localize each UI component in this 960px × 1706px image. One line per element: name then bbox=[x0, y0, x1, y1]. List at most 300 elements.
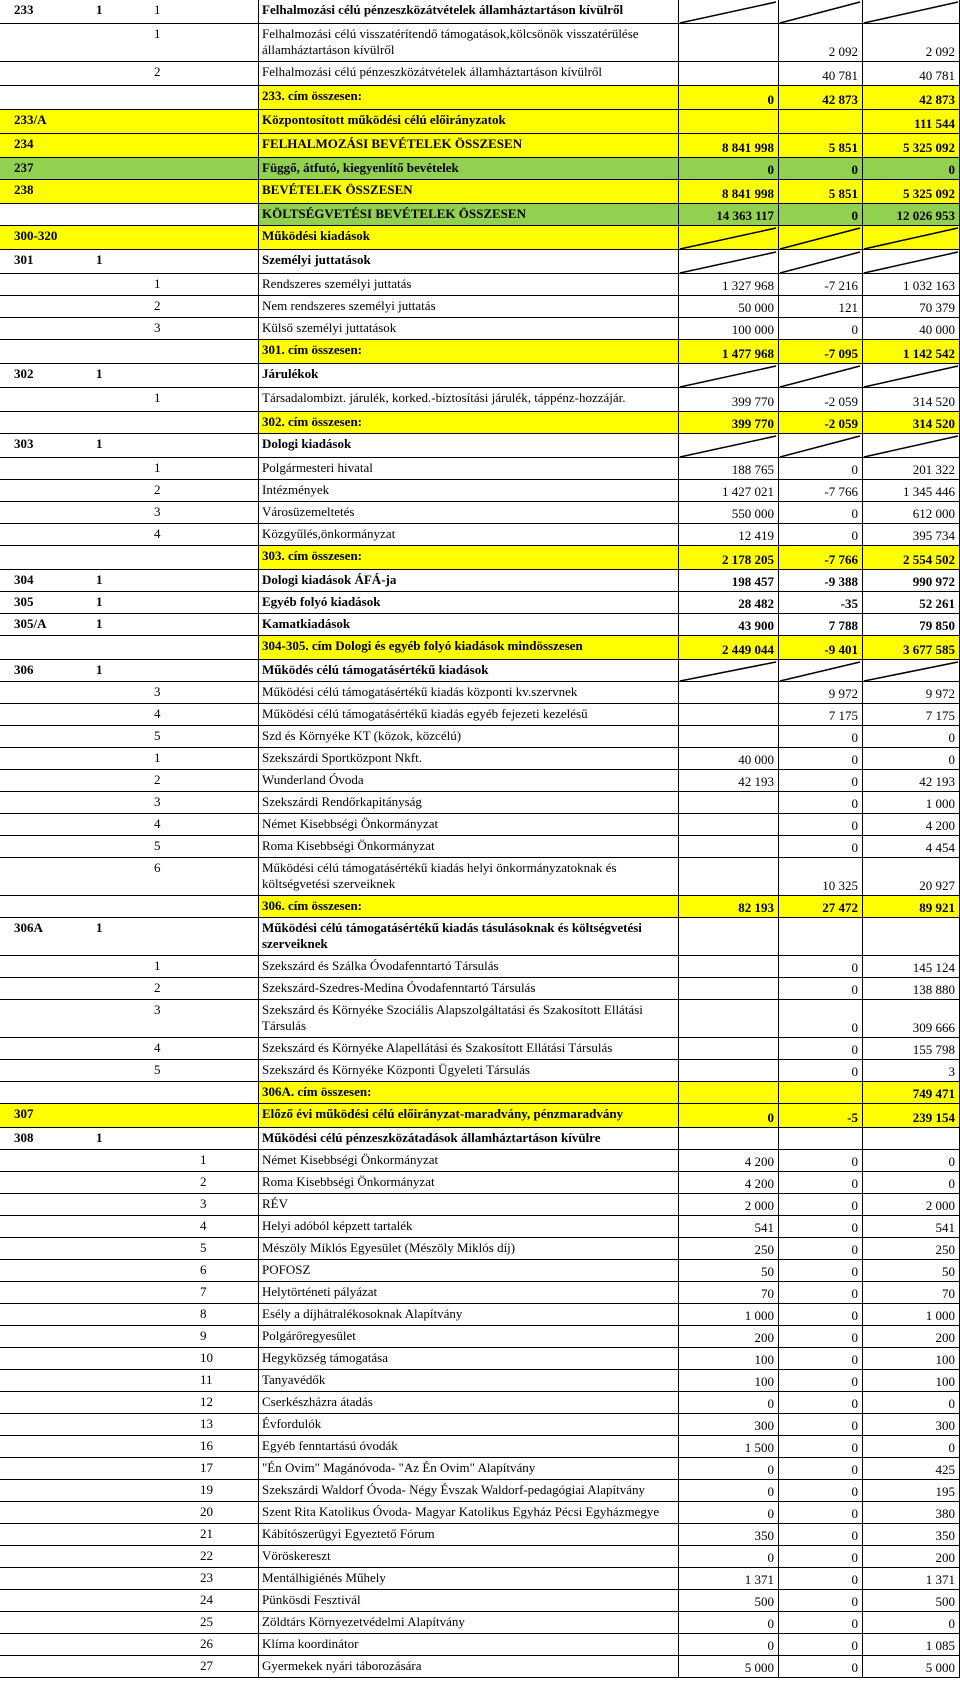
cell-original-amount: 541 bbox=[678, 1216, 778, 1237]
cell-current-amount: 350 bbox=[862, 1524, 960, 1545]
cell-modification: 0 bbox=[778, 1634, 862, 1655]
cell-code bbox=[0, 274, 88, 295]
cell-current-amount: 2 554 502 bbox=[862, 546, 960, 569]
cell-item-number: 16 bbox=[200, 1438, 213, 1453]
column-divider bbox=[258, 204, 259, 225]
cell-original-amount: 42 193 bbox=[678, 770, 778, 791]
cell-original-amount: 188 765 bbox=[678, 458, 778, 479]
column-divider bbox=[258, 592, 259, 613]
column-divider bbox=[258, 660, 259, 681]
cell-code: 233 bbox=[14, 2, 34, 17]
cell-subcode bbox=[88, 1038, 128, 1059]
cell-description: Mészöly Miklós Egyesület (Mészöly Miklós díj) bbox=[262, 1240, 516, 1255]
column-divider bbox=[258, 1524, 259, 1545]
cell-code bbox=[0, 524, 88, 545]
cell-item-number: 17 bbox=[200, 1460, 213, 1475]
cell-subcode bbox=[88, 1436, 128, 1457]
cell-item-number: 4 bbox=[154, 526, 161, 541]
cell-current-amount: 314 520 bbox=[862, 412, 960, 433]
cell-code bbox=[0, 1414, 88, 1435]
column-divider bbox=[258, 158, 259, 179]
cell-item-number: 3 bbox=[200, 1196, 207, 1211]
table-row bbox=[0, 1060, 960, 1082]
diagonal-slash bbox=[778, 0, 862, 23]
cell-item-number: 1 bbox=[154, 958, 161, 973]
table-row bbox=[0, 1546, 960, 1568]
column-divider bbox=[258, 1304, 259, 1325]
column-divider bbox=[258, 1082, 259, 1103]
table-row bbox=[0, 726, 960, 748]
cell-item-number: 3 bbox=[154, 504, 161, 519]
table-row bbox=[0, 24, 960, 62]
cell-current-amount: 7 175 bbox=[862, 704, 960, 725]
cell-current-amount: 300 bbox=[862, 1414, 960, 1435]
cell-current-amount: 50 bbox=[862, 1260, 960, 1281]
column-divider bbox=[258, 726, 259, 747]
cell-code: 307 bbox=[14, 1106, 34, 1121]
cell-item-number: 4 bbox=[154, 706, 161, 721]
table-row bbox=[0, 918, 960, 956]
cell-original-amount: 100 bbox=[678, 1370, 778, 1391]
cell-code: 305 bbox=[14, 594, 34, 609]
column-divider bbox=[258, 614, 259, 635]
table-row bbox=[0, 1128, 960, 1150]
cell-original-amount: 1 500 bbox=[678, 1436, 778, 1457]
table-row bbox=[0, 1458, 960, 1480]
cell-current-amount: 201 322 bbox=[862, 458, 960, 479]
cell-modification: -2 059 bbox=[778, 412, 862, 433]
cell-description: Szekszárd-Szedres-Medina Óvodafenntartó Társulás bbox=[262, 980, 536, 995]
cell-subcode bbox=[88, 296, 128, 317]
table-row bbox=[0, 388, 960, 412]
cell-subcode bbox=[88, 1238, 128, 1259]
cell-original-amount: 14 363 117 bbox=[678, 204, 778, 225]
cell-modification: 0 bbox=[778, 1304, 862, 1325]
cell-subcode: 1 bbox=[96, 436, 103, 451]
cell-modification: 0 bbox=[778, 1370, 862, 1391]
cell-modification bbox=[778, 918, 862, 955]
cell-item-number: 19 bbox=[200, 1482, 213, 1497]
table-row bbox=[0, 62, 960, 86]
cell-code bbox=[0, 1392, 88, 1413]
cell-description: Működési kiadások bbox=[262, 228, 371, 243]
cell-original-amount bbox=[678, 978, 778, 999]
column-divider bbox=[258, 1590, 259, 1611]
cell-current-amount: 309 666 bbox=[862, 1000, 960, 1037]
cell-current-amount: 20 927 bbox=[862, 858, 960, 895]
cell-original-amount: 82 193 bbox=[678, 896, 778, 917]
cell-item-number: 20 bbox=[200, 1504, 213, 1519]
column-divider bbox=[258, 1546, 259, 1567]
table-row bbox=[0, 1238, 960, 1260]
column-divider bbox=[258, 24, 259, 61]
cell-original-amount bbox=[678, 1082, 778, 1103]
cell-modification: 2 092 bbox=[778, 24, 862, 61]
cell-original-amount: 0 bbox=[678, 86, 778, 109]
cell-description: Szekszárdi Sportközpont Nkft. bbox=[262, 750, 422, 765]
cell-current-amount: 111 544 bbox=[862, 110, 960, 133]
cell-original-amount: 200 bbox=[678, 1326, 778, 1347]
cell-code bbox=[0, 204, 88, 225]
cell-subcode bbox=[88, 836, 128, 857]
cell-item-number: 25 bbox=[200, 1614, 213, 1629]
cell-subcode bbox=[88, 748, 128, 769]
cell-modification: 10 325 bbox=[778, 858, 862, 895]
cell-description: Tanyavédők bbox=[262, 1372, 326, 1387]
cell-item-number bbox=[128, 546, 258, 569]
cell-subcode bbox=[88, 158, 128, 179]
cell-subcode bbox=[88, 62, 128, 85]
cell-description: "Én Ovim" Magánóvoda- "Az Én Ovim" Alapítvány bbox=[262, 1460, 536, 1475]
cell-item-number: 1 bbox=[154, 2, 161, 17]
cell-description: Klíma koordinátor bbox=[262, 1636, 359, 1651]
cell-item-number: 3 bbox=[154, 684, 161, 699]
cell-original-amount: 5 000 bbox=[678, 1656, 778, 1677]
cell-original-amount bbox=[678, 1060, 778, 1081]
cell-modification: 0 bbox=[778, 1216, 862, 1237]
cell-item-number bbox=[128, 364, 258, 387]
cell-current-amount: 89 921 bbox=[862, 896, 960, 917]
table-row bbox=[0, 1480, 960, 1502]
table-row bbox=[0, 1172, 960, 1194]
cell-current-amount: 541 bbox=[862, 1216, 960, 1237]
cell-code bbox=[0, 62, 88, 85]
table-row bbox=[0, 546, 960, 570]
cell-original-amount bbox=[678, 858, 778, 895]
cell-item-number: 24 bbox=[200, 1592, 213, 1607]
column-divider bbox=[258, 1392, 259, 1413]
cell-description: Roma Kisebbségi Önkormányzat bbox=[262, 838, 435, 853]
cell-code bbox=[0, 318, 88, 339]
cell-original-amount: 28 482 bbox=[678, 592, 778, 613]
cell-original-amount: 1 427 021 bbox=[678, 480, 778, 501]
table-row bbox=[0, 1524, 960, 1546]
cell-item-number: 5 bbox=[154, 1062, 161, 1077]
cell-subcode bbox=[88, 1414, 128, 1435]
cell-subcode bbox=[88, 24, 128, 61]
column-divider bbox=[258, 956, 259, 977]
diagonal-slash bbox=[678, 660, 778, 681]
cell-code bbox=[0, 1656, 88, 1677]
cell-code bbox=[0, 896, 88, 917]
table-row bbox=[0, 1568, 960, 1590]
cell-subcode bbox=[88, 1104, 128, 1127]
cell-subcode bbox=[88, 1150, 128, 1171]
cell-description: Dologi kiadások ÁFÁ-ja bbox=[262, 572, 397, 587]
table-row bbox=[0, 836, 960, 858]
table-row bbox=[0, 1370, 960, 1392]
cell-description: Közgyűlés,önkormányzat bbox=[262, 526, 396, 541]
cell-current-amount: 9 972 bbox=[862, 682, 960, 703]
cell-code: 301 bbox=[14, 252, 34, 267]
cell-current-amount: 4 454 bbox=[862, 836, 960, 857]
cell-item-number bbox=[128, 86, 258, 109]
cell-item-number: 4 bbox=[154, 816, 161, 831]
cell-code bbox=[0, 1194, 88, 1215]
cell-modification: -7 766 bbox=[778, 480, 862, 501]
diagonal-slash bbox=[778, 226, 862, 249]
cell-description: Szekszárd és Környéke Szociális Alapszolgáltatási és Szakosított Ellátási Társulás bbox=[262, 1002, 643, 1033]
column-divider bbox=[258, 134, 259, 157]
cell-code bbox=[0, 704, 88, 725]
cell-subcode bbox=[88, 1524, 128, 1545]
cell-modification: 42 873 bbox=[778, 86, 862, 109]
column-divider bbox=[258, 296, 259, 317]
cell-code bbox=[0, 814, 88, 835]
cell-subcode bbox=[88, 1634, 128, 1655]
cell-item-number: 11 bbox=[200, 1372, 213, 1387]
cell-current-amount bbox=[862, 1128, 960, 1149]
cell-original-amount bbox=[678, 1000, 778, 1037]
cell-code bbox=[0, 1612, 88, 1633]
cell-original-amount: 198 457 bbox=[678, 570, 778, 591]
table-row bbox=[0, 1038, 960, 1060]
cell-description: Egyéb fenntartású óvodák bbox=[262, 1438, 398, 1453]
cell-modification: 0 bbox=[778, 978, 862, 999]
cell-description: Működés célú támogatásértékű kiadások bbox=[262, 662, 489, 677]
cell-item-number bbox=[128, 340, 258, 363]
cell-description: Wunderland Óvoda bbox=[262, 772, 364, 787]
table-row bbox=[0, 956, 960, 978]
cell-original-amount: 1 477 968 bbox=[678, 340, 778, 363]
cell-current-amount: 5 325 092 bbox=[862, 134, 960, 157]
cell-description: Vöröskereszt bbox=[262, 1548, 331, 1563]
table-row bbox=[0, 364, 960, 388]
cell-modification: 5 851 bbox=[778, 180, 862, 203]
cell-original-amount bbox=[678, 814, 778, 835]
cell-current-amount: 3 bbox=[862, 1060, 960, 1081]
cell-code bbox=[0, 1172, 88, 1193]
cell-subcode: 1 bbox=[96, 2, 103, 17]
cell-subcode bbox=[88, 1502, 128, 1523]
cell-item-number: 8 bbox=[200, 1306, 207, 1321]
cell-modification: 0 bbox=[778, 1238, 862, 1259]
cell-subcode bbox=[88, 1326, 128, 1347]
cell-current-amount: 42 873 bbox=[862, 86, 960, 109]
cell-code bbox=[0, 1348, 88, 1369]
column-divider bbox=[258, 86, 259, 109]
cell-subcode bbox=[88, 1590, 128, 1611]
cell-subcode: 1 bbox=[96, 594, 103, 609]
cell-description: Felhalmozási célú pénzeszközátvételek államháztartáson kívülről bbox=[262, 64, 603, 79]
cell-code bbox=[0, 412, 88, 433]
cell-current-amount: 990 972 bbox=[862, 570, 960, 591]
cell-original-amount: 0 bbox=[678, 1392, 778, 1413]
cell-modification: 0 bbox=[778, 1612, 862, 1633]
cell-item-number: 1 bbox=[154, 276, 161, 291]
cell-code bbox=[0, 502, 88, 523]
cell-code bbox=[0, 1000, 88, 1037]
column-divider bbox=[258, 748, 259, 769]
cell-subcode bbox=[88, 704, 128, 725]
column-divider bbox=[258, 814, 259, 835]
table-row bbox=[0, 340, 960, 364]
cell-current-amount: 0 bbox=[862, 748, 960, 769]
cell-modification: -5 bbox=[778, 1104, 862, 1127]
table-row bbox=[0, 0, 960, 24]
table-row bbox=[0, 1612, 960, 1634]
column-divider bbox=[258, 364, 259, 387]
cell-modification: 0 bbox=[778, 814, 862, 835]
cell-code bbox=[0, 1304, 88, 1325]
cell-modification bbox=[778, 1128, 862, 1149]
cell-item-number: 12 bbox=[200, 1394, 213, 1409]
cell-subcode bbox=[88, 1216, 128, 1237]
cell-subcode bbox=[88, 1260, 128, 1281]
cell-subcode bbox=[88, 858, 128, 895]
column-divider bbox=[258, 1656, 259, 1677]
table-row bbox=[0, 458, 960, 480]
column-divider bbox=[258, 340, 259, 363]
cell-subcode: 1 bbox=[96, 616, 103, 631]
cell-current-amount: 200 bbox=[862, 1546, 960, 1567]
cell-original-amount: 500 bbox=[678, 1590, 778, 1611]
cell-modification: 121 bbox=[778, 296, 862, 317]
cell-subcode bbox=[88, 1348, 128, 1369]
cell-description: Személyi juttatások bbox=[262, 252, 371, 267]
cell-description: Járulékok bbox=[262, 366, 319, 381]
table-row bbox=[0, 180, 960, 204]
cell-item-number bbox=[128, 918, 258, 955]
cell-description: Előző évi működési célú előirányzat-maradvány, pénzmaradvány bbox=[262, 1106, 624, 1121]
cell-modification: 0 bbox=[778, 1260, 862, 1281]
cell-subcode bbox=[88, 1370, 128, 1391]
cell-item-number bbox=[128, 110, 258, 133]
cell-item-number bbox=[128, 134, 258, 157]
cell-code bbox=[0, 1524, 88, 1545]
cell-subcode bbox=[88, 274, 128, 295]
cell-item-number: 4 bbox=[154, 1040, 161, 1055]
cell-current-amount: 612 000 bbox=[862, 502, 960, 523]
table-row bbox=[0, 110, 960, 134]
cell-subcode bbox=[88, 1082, 128, 1103]
cell-current-amount: 0 bbox=[862, 1436, 960, 1457]
cell-code: 233/A bbox=[14, 112, 47, 127]
cell-item-number: 2 bbox=[154, 772, 161, 787]
cell-original-amount: 0 bbox=[678, 1458, 778, 1479]
table-row bbox=[0, 524, 960, 546]
cell-current-amount: 40 781 bbox=[862, 62, 960, 85]
cell-modification: 0 bbox=[778, 836, 862, 857]
cell-current-amount: 12 026 953 bbox=[862, 204, 960, 225]
cell-current-amount: 0 bbox=[862, 1392, 960, 1413]
cell-original-amount: 100 bbox=[678, 1348, 778, 1369]
cell-description: Intézmények bbox=[262, 482, 330, 497]
cell-modification: 7 175 bbox=[778, 704, 862, 725]
column-divider bbox=[258, 274, 259, 295]
diagonal-slash bbox=[862, 364, 960, 387]
cell-current-amount: 239 154 bbox=[862, 1104, 960, 1127]
column-divider bbox=[258, 1634, 259, 1655]
diagonal-slash bbox=[778, 250, 862, 273]
cell-code: 238 bbox=[14, 182, 34, 197]
cell-item-number bbox=[128, 614, 258, 635]
cell-subcode: 1 bbox=[96, 920, 103, 935]
cell-code: 302 bbox=[14, 366, 34, 381]
cell-description: RÉV bbox=[262, 1196, 288, 1211]
table-row bbox=[0, 134, 960, 158]
cell-modification: 0 bbox=[778, 524, 862, 545]
cell-modification: 0 bbox=[778, 458, 862, 479]
cell-item-number bbox=[128, 180, 258, 203]
table-row bbox=[0, 1502, 960, 1524]
cell-code bbox=[0, 1480, 88, 1501]
cell-subcode bbox=[88, 524, 128, 545]
column-divider bbox=[258, 1414, 259, 1435]
cell-code bbox=[0, 978, 88, 999]
cell-current-amount: 1 032 163 bbox=[862, 274, 960, 295]
cell-original-amount: 399 770 bbox=[678, 388, 778, 411]
diagonal-slash bbox=[862, 226, 960, 249]
cell-subcode bbox=[88, 770, 128, 791]
cell-item-number bbox=[128, 896, 258, 917]
cell-modification bbox=[778, 110, 862, 133]
cell-subcode: 1 bbox=[96, 366, 103, 381]
cell-item-number: 2 bbox=[200, 1174, 207, 1189]
table-row bbox=[0, 814, 960, 836]
cell-current-amount: 0 bbox=[862, 726, 960, 747]
table-row bbox=[0, 748, 960, 770]
cell-original-amount bbox=[678, 682, 778, 703]
cell-subcode bbox=[88, 204, 128, 225]
cell-item-number bbox=[128, 1104, 258, 1127]
cell-modification: -7 095 bbox=[778, 340, 862, 363]
cell-code bbox=[0, 726, 88, 747]
table-row bbox=[0, 1348, 960, 1370]
cell-item-number bbox=[128, 592, 258, 613]
diagonal-slash bbox=[678, 364, 778, 387]
cell-modification: 0 bbox=[778, 792, 862, 813]
column-divider bbox=[258, 1104, 259, 1127]
cell-original-amount: 1 327 968 bbox=[678, 274, 778, 295]
cell-description: BEVÉTELEK ÖSSZESEN bbox=[262, 182, 413, 197]
cell-current-amount: 1 000 bbox=[862, 792, 960, 813]
column-divider bbox=[258, 1568, 259, 1589]
diagonal-slash bbox=[778, 660, 862, 681]
cell-code bbox=[0, 1238, 88, 1259]
table-row bbox=[0, 502, 960, 524]
table-row bbox=[0, 978, 960, 1000]
cell-description: Szekszárd és Szálka Óvodafenntartó Társulás bbox=[262, 958, 499, 973]
cell-current-amount: 1 371 bbox=[862, 1568, 960, 1589]
cell-description: Nem rendszeres személyi juttatás bbox=[262, 298, 436, 313]
cell-subcode bbox=[88, 1060, 128, 1081]
cell-subcode: 1 bbox=[96, 572, 103, 587]
cell-modification: 0 bbox=[778, 1326, 862, 1347]
cell-current-amount: 3 677 585 bbox=[862, 636, 960, 659]
cell-description: Roma Kisebbségi Önkormányzat bbox=[262, 1174, 435, 1189]
column-divider bbox=[258, 1038, 259, 1059]
table-row bbox=[0, 434, 960, 458]
cell-original-amount: 1 371 bbox=[678, 1568, 778, 1589]
cell-current-amount: 1 085 bbox=[862, 1634, 960, 1655]
cell-item-number: 3 bbox=[154, 794, 161, 809]
cell-current-amount: 52 261 bbox=[862, 592, 960, 613]
cell-current-amount: 4 200 bbox=[862, 814, 960, 835]
cell-description: KÖLTSÉGVETÉSI BEVÉTELEK ÖSSZESEN bbox=[262, 206, 526, 221]
cell-current-amount: 70 379 bbox=[862, 296, 960, 317]
cell-description: Felhalmozási célú pénzeszközátvételek államháztartáson kívülről bbox=[262, 2, 624, 17]
cell-original-amount: 399 770 bbox=[678, 412, 778, 433]
cell-modification: 0 bbox=[778, 1546, 862, 1567]
cell-original-amount: 0 bbox=[678, 1104, 778, 1127]
cell-original-amount: 300 bbox=[678, 1414, 778, 1435]
cell-description: Működési célú támogatásértékű kiadás helyi önkormányzatoknak és költségvetési szerveiknek bbox=[262, 860, 617, 891]
column-divider bbox=[258, 1612, 259, 1633]
cell-code bbox=[0, 770, 88, 791]
cell-item-number: 3 bbox=[154, 1002, 161, 1017]
table-row bbox=[0, 770, 960, 792]
